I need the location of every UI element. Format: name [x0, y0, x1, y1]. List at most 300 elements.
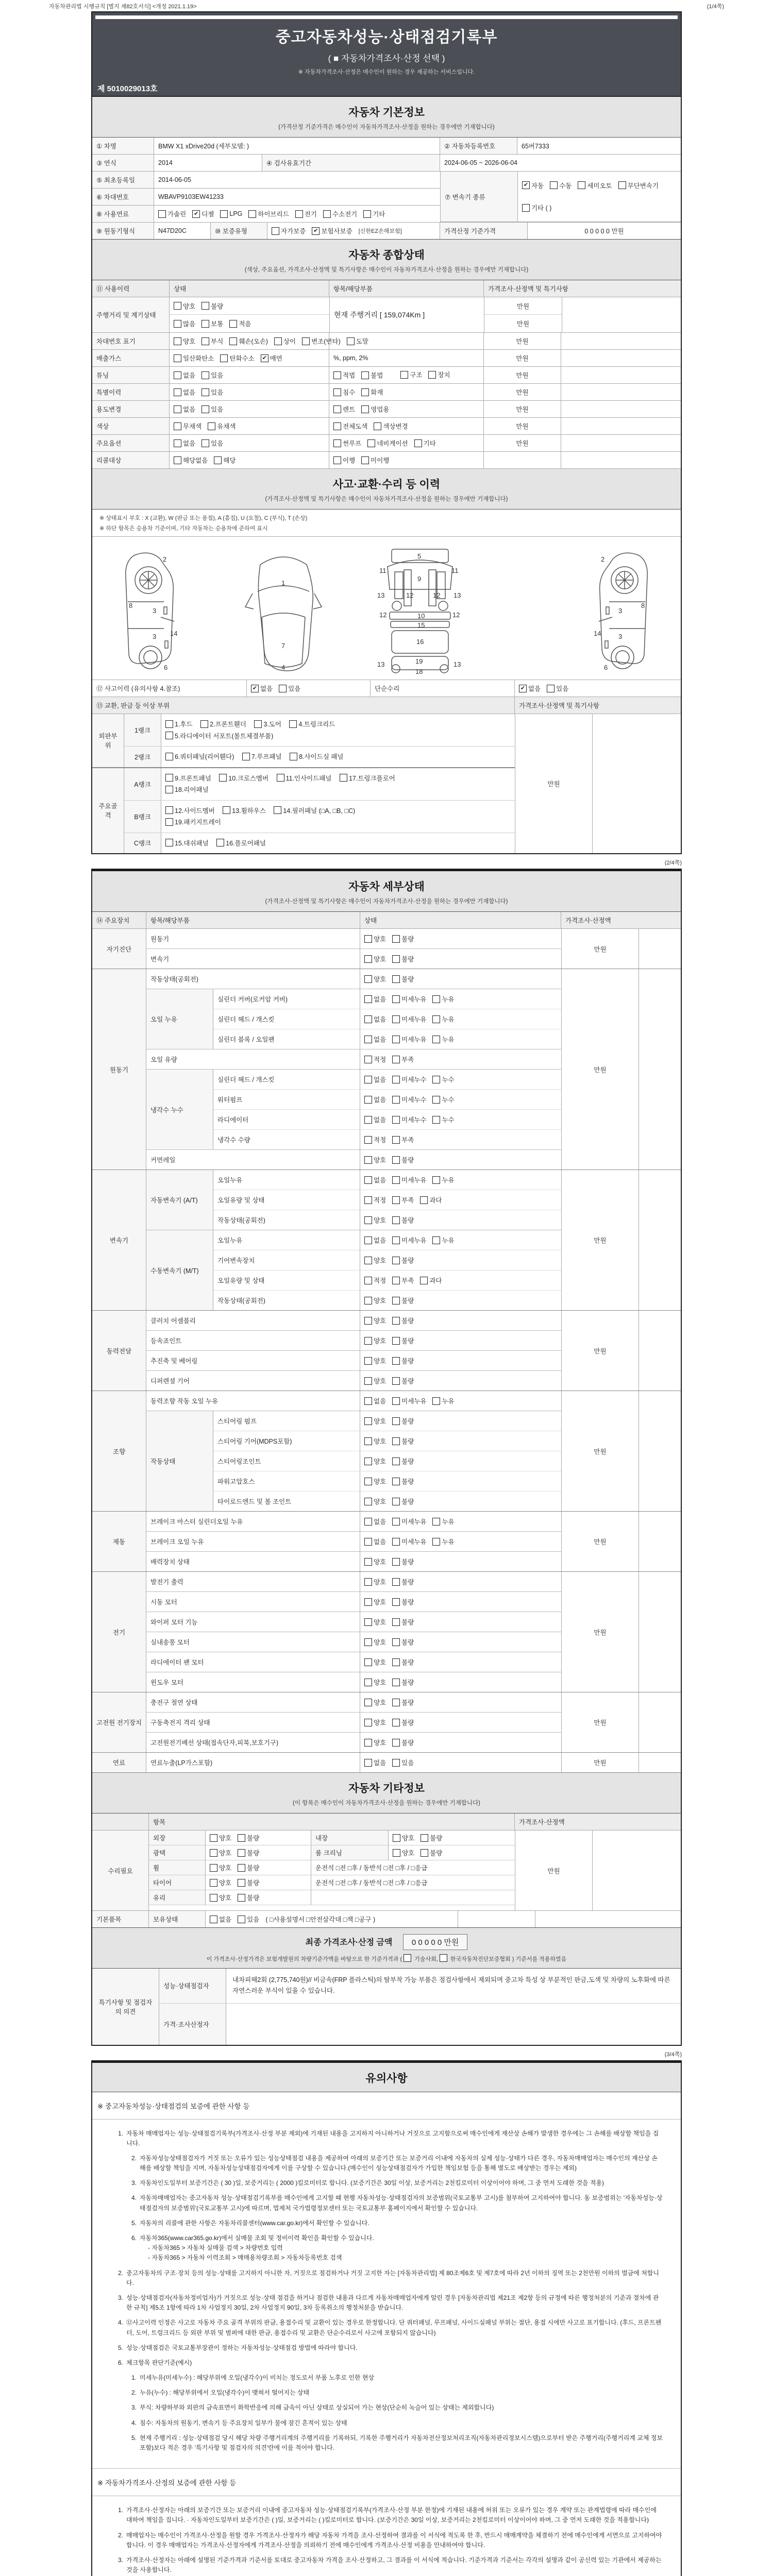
checkbox[interactable]: [219, 774, 227, 782]
checkbox[interactable]: [432, 1176, 440, 1184]
column-header: 가격조사·산정액 및 특기사항: [484, 280, 681, 297]
option: 미세누수: [392, 1075, 426, 1084]
checkbox[interactable]: ✔: [192, 210, 200, 218]
checkbox[interactable]: [393, 1849, 400, 1857]
checkbox[interactable]: ✔: [522, 181, 530, 189]
option: 양호: [364, 1597, 386, 1606]
part-option: 7.루프패널: [242, 752, 282, 761]
item-label: 오일누유: [213, 1230, 360, 1250]
item-label: 오일유량 및 상태: [213, 1190, 360, 1210]
checkbox[interactable]: [210, 1879, 217, 1887]
checkbox[interactable]: [392, 1136, 400, 1144]
option: 누유: [432, 1235, 454, 1245]
checkbox[interactable]: [432, 1538, 440, 1546]
svg-text:5: 5: [417, 552, 422, 560]
mileage-status-options: [170, 297, 329, 315]
notice-item: 5. 자동차의 리콜에 관한 사항은 자동차리콜센터(www.car.go.kr)에서 확인할 수 있습니다.: [131, 2219, 369, 2227]
checkbox[interactable]: [238, 1849, 245, 1857]
field-label: ⑨ 원동기형식: [92, 223, 154, 239]
checkbox[interactable]: [364, 1036, 372, 1043]
checkbox[interactable]: [201, 337, 209, 345]
checkbox[interactable]: [174, 320, 181, 328]
checkbox[interactable]: [364, 1679, 372, 1686]
other-info-table: [92, 1814, 681, 1928]
checkbox[interactable]: [174, 302, 181, 310]
checkbox[interactable]: [254, 720, 262, 728]
option: 불량: [392, 1497, 414, 1506]
checkbox[interactable]: [364, 1076, 372, 1083]
checkbox[interactable]: [392, 1176, 400, 1184]
checkbox[interactable]: [392, 1739, 400, 1747]
checkbox[interactable]: [414, 439, 422, 447]
checkbox[interactable]: [392, 1257, 400, 1264]
checkbox[interactable]: [432, 1518, 440, 1526]
svg-text:18: 18: [415, 668, 423, 674]
checkbox[interactable]: [420, 1277, 428, 1284]
checkbox[interactable]: [364, 1337, 372, 1345]
checkbox[interactable]: [364, 1699, 372, 1706]
option: 기타 ( ): [522, 203, 551, 212]
checkbox[interactable]: [333, 422, 341, 430]
notice-item: 3. 자동차인도일부터 보증기간은 ( 30 )일, 보증거리는 ( 2000 )킬로미터로 합니다. (보증기간은 30일 이상, 보증거리는 2천킬로미터 이상이어야 하며, 그 중 먼저 도래한 것을 적용): [131, 2179, 604, 2187]
option: 불량: [238, 1893, 259, 1902]
notice-item: 2. 누유(누수) : 해당부위에서 오일(냉각수)이 맺혀서 떨어지는 상태: [131, 2389, 310, 2397]
checkbox[interactable]: [392, 1437, 400, 1445]
checkbox[interactable]: [364, 1116, 372, 1124]
law-reference: 자동차관리법 시행규칙 [별지 제82호서식] <개정 2021.1.19>: [49, 4, 197, 10]
checkbox[interactable]: [364, 1136, 372, 1144]
inspector-opinion-text: 내차피해2회 (2,775,740원)// 비금속(FRP 플라스틱)의 탈부착 가능 부품은 점검사항에서 제외되며 중고차 특성 상 부분적인 판금,도색 및 차량의 노후화에 따른 자연스러운 부식이 있을 수 있습니다.: [232, 1976, 670, 1995]
item-label: 스티어링 펌프: [213, 1411, 360, 1431]
checkbox[interactable]: [210, 1894, 217, 1902]
item-label: 오일 유량: [146, 1049, 360, 1069]
checkbox[interactable]: [392, 1699, 400, 1706]
price-cell: 만원: [484, 384, 561, 400]
svg-text:3: 3: [153, 633, 157, 640]
option: 불량: [392, 1155, 414, 1164]
checkbox[interactable]: [364, 1578, 372, 1586]
checkbox[interactable]: [428, 371, 436, 379]
checkbox[interactable]: [165, 786, 173, 793]
field-label: ① 차명: [92, 138, 154, 154]
checkbox[interactable]: [440, 1954, 447, 1962]
checkbox[interactable]: [392, 1658, 400, 1666]
item-label: 작동상태(공회전): [213, 1210, 360, 1230]
box-detail-other: [91, 869, 682, 2046]
checkbox[interactable]: [392, 1719, 400, 1726]
remark-cell: [561, 452, 681, 468]
option: 미세누유: [392, 1014, 426, 1024]
device-group-label: 동력전달: [92, 1311, 146, 1391]
checkbox[interactable]: [174, 354, 181, 362]
checkbox[interactable]: [242, 753, 250, 760]
checkbox[interactable]: [432, 1116, 440, 1124]
notice-item: 3. 가격조사·산정자는 아래에 설명된 기준가격과 기준서를 토대로 중고자동차 가격을 조사·산정하고, 그 결과를 이 서식에 적습니다. 기준가격과 기준서는 각각의 설명과 같이 공신력 있는 기관에서 제공하는 것을 사용합니다.: [117, 2556, 662, 2574]
checkbox[interactable]: [174, 371, 181, 379]
option: 없음: [364, 1758, 386, 1767]
checkbox[interactable]: [165, 806, 173, 814]
checkbox[interactable]: [323, 210, 331, 218]
checkbox[interactable]: [364, 1317, 372, 1325]
checkbox[interactable]: [364, 935, 372, 943]
checkbox[interactable]: [210, 1834, 217, 1842]
checkbox[interactable]: [432, 995, 440, 1003]
checkbox[interactable]: [201, 388, 209, 396]
checkbox[interactable]: [364, 1458, 372, 1465]
checkbox[interactable]: [392, 1518, 400, 1526]
checkbox[interactable]: [364, 1096, 372, 1104]
checkbox[interactable]: [295, 210, 303, 218]
checkbox[interactable]: [392, 1357, 400, 1365]
item-label: 오일누유: [213, 1170, 360, 1190]
checkbox[interactable]: [392, 995, 400, 1003]
rank-label: 1랭크: [124, 714, 161, 746]
checkbox[interactable]: [392, 1458, 400, 1465]
checkbox[interactable]: [274, 337, 282, 345]
checkbox[interactable]: [364, 1618, 372, 1626]
checkbox[interactable]: [340, 774, 347, 782]
checkbox[interactable]: [364, 1196, 372, 1204]
checkbox[interactable]: [364, 1297, 372, 1304]
checkbox[interactable]: [364, 1417, 372, 1425]
checkbox[interactable]: [364, 1277, 372, 1284]
checkbox[interactable]: [392, 935, 400, 943]
item-label: 원동기: [146, 929, 360, 948]
column-header: ⑭ 주요장치: [92, 912, 146, 928]
checkbox[interactable]: [174, 422, 181, 430]
checkbox[interactable]: [547, 685, 554, 692]
option: 불량: [421, 1833, 442, 1842]
checkbox[interactable]: [432, 1076, 440, 1083]
checkbox[interactable]: [361, 456, 369, 464]
checkbox[interactable]: [220, 354, 228, 362]
checkbox[interactable]: [364, 1377, 372, 1385]
checkbox[interactable]: [364, 1437, 372, 1445]
checkbox[interactable]: [361, 371, 369, 379]
checkbox[interactable]: [432, 1096, 440, 1104]
checkbox[interactable]: ✔: [261, 354, 268, 362]
checkbox[interactable]: [364, 1236, 372, 1244]
checkbox[interactable]: [333, 405, 341, 413]
section-notice-title: 유의사항: [365, 2072, 408, 2084]
checkbox[interactable]: [364, 1478, 372, 1485]
checkbox[interactable]: [238, 1879, 245, 1887]
checkbox[interactable]: [279, 685, 287, 692]
option: 적음: [229, 319, 251, 328]
option: 양호: [210, 1863, 231, 1872]
option: 양호: [364, 974, 386, 984]
option: 불량: [392, 1477, 414, 1486]
checkbox[interactable]: [174, 388, 181, 396]
checkbox[interactable]: [277, 774, 284, 782]
checkbox[interactable]: [361, 405, 369, 413]
checkbox[interactable]: [432, 1036, 440, 1043]
row-label: 튜닝: [92, 367, 170, 383]
checkbox[interactable]: [392, 1096, 400, 1104]
item-label: 배력장치 상태: [146, 1552, 360, 1571]
checkbox[interactable]: [200, 720, 208, 728]
option: ✔ 없음: [251, 684, 273, 693]
sub-group-label: 자동변속기 (A/T): [146, 1170, 213, 1230]
notice-item: 2. 중고자동차의 구조·장치 등의 성능·상태를 고지하지 아니한 자, 거짓으로 점검하거나 거짓 고지한 자는 [자동차관리법] 제 80조제6호 및 제7호에 따라 2년 이하의 징역 또는 2천만원 이하의 벌금에 처합니다.: [117, 2269, 659, 2286]
checkbox[interactable]: [392, 1317, 400, 1325]
checkbox[interactable]: [392, 1056, 400, 1063]
checkbox[interactable]: [364, 1156, 372, 1164]
status-options: [360, 1552, 561, 1571]
status-options: [360, 1431, 561, 1451]
checkbox[interactable]: [392, 1638, 400, 1646]
option: 미이행: [361, 455, 389, 465]
section-basic-header: [92, 97, 681, 138]
checkbox[interactable]: [364, 1538, 372, 1546]
item-label: 디퍼렌셜 기어: [146, 1371, 360, 1391]
checkbox[interactable]: [364, 1176, 372, 1184]
checkbox[interactable]: [364, 1598, 372, 1606]
option: 탄화수소: [220, 353, 254, 363]
item-label: 실린더 헤드 / 개스킷: [213, 1070, 360, 1089]
checkbox[interactable]: [238, 1894, 245, 1902]
checkbox[interactable]: [392, 1578, 400, 1586]
checkbox[interactable]: [201, 405, 209, 413]
checkbox[interactable]: [165, 720, 173, 728]
option: 하이브리드: [248, 209, 289, 218]
sub-group-label: 냉각수 누수: [146, 1070, 213, 1149]
checkbox[interactable]: ✔: [251, 685, 259, 692]
status-options: [360, 1230, 561, 1250]
checkbox[interactable]: [364, 1638, 372, 1646]
checkbox[interactable]: [420, 1196, 428, 1204]
checkbox[interactable]: [432, 1015, 440, 1023]
checkbox[interactable]: [201, 439, 209, 447]
checkbox[interactable]: [392, 1196, 400, 1204]
checkbox[interactable]: [364, 1719, 372, 1726]
svg-text:11: 11: [379, 567, 386, 574]
checkbox[interactable]: [432, 1397, 440, 1405]
checkbox[interactable]: [364, 1759, 372, 1767]
checkbox[interactable]: [174, 439, 181, 447]
price-cell: 만원: [562, 1512, 639, 1571]
checkbox[interactable]: [165, 774, 173, 782]
option: 없음: [174, 438, 195, 448]
checkbox[interactable]: [364, 975, 372, 983]
checkbox[interactable]: [333, 456, 341, 464]
svg-text:8: 8: [641, 602, 645, 609]
checkbox[interactable]: [220, 210, 228, 218]
repair-item-options: [206, 1860, 311, 1875]
checkbox[interactable]: [238, 1834, 245, 1842]
svg-text:16: 16: [416, 638, 424, 646]
price-cell: 만원: [484, 401, 561, 417]
checkbox[interactable]: [364, 1056, 372, 1063]
option: 미세누유: [392, 1175, 426, 1184]
checkbox[interactable]: [201, 320, 209, 328]
checkbox[interactable]: [393, 1834, 400, 1842]
checkbox[interactable]: [392, 1036, 400, 1043]
column-header: 상태: [170, 280, 329, 297]
row-label: 리콜대상: [92, 452, 170, 468]
checkbox[interactable]: [421, 1849, 428, 1857]
checkbox[interactable]: [364, 955, 372, 963]
checkbox[interactable]: [238, 1916, 245, 1923]
checkbox[interactable]: [392, 1558, 400, 1566]
device-group-label: 제동: [92, 1512, 146, 1571]
checkbox[interactable]: [392, 1618, 400, 1626]
checkbox[interactable]: [392, 1759, 400, 1767]
checkbox[interactable]: [392, 1156, 400, 1164]
checkbox[interactable]: [201, 371, 209, 379]
option: 미세누수: [392, 1115, 426, 1124]
checkbox[interactable]: ✔: [519, 685, 527, 692]
checkbox[interactable]: [208, 422, 215, 430]
option: 적정: [364, 1135, 386, 1144]
checkbox[interactable]: [229, 320, 237, 328]
part-option: 11.인사이드패널: [277, 773, 332, 783]
checkbox[interactable]: [364, 1558, 372, 1566]
checkbox[interactable]: [364, 1518, 372, 1526]
price-cell: [484, 452, 561, 468]
checkbox[interactable]: [404, 1954, 411, 1962]
status-options: [360, 989, 561, 1009]
checkbox[interactable]: [392, 1236, 400, 1244]
checkbox[interactable]: [364, 1357, 372, 1365]
item-label: 실린더 블록 / 오일팬: [213, 1029, 360, 1049]
checkbox[interactable]: [364, 1015, 372, 1023]
checkbox[interactable]: [302, 337, 310, 345]
checkbox[interactable]: [165, 839, 173, 846]
checkbox[interactable]: [392, 975, 400, 983]
checkbox[interactable]: [578, 181, 585, 189]
checkbox[interactable]: [392, 1377, 400, 1385]
svg-text:1: 1: [281, 579, 285, 587]
checkbox[interactable]: [392, 1598, 400, 1606]
option: 부족: [392, 1135, 414, 1144]
checkbox[interactable]: [272, 227, 279, 235]
item-label: 충전구 절연 상태: [146, 1692, 360, 1712]
checkbox[interactable]: [333, 388, 341, 396]
option: 양호: [364, 1296, 386, 1305]
checkbox[interactable]: [210, 1849, 217, 1857]
checkbox[interactable]: [392, 1277, 400, 1284]
checkbox[interactable]: [392, 1478, 400, 1485]
checkbox[interactable]: [392, 1397, 400, 1405]
checkbox[interactable]: [214, 456, 222, 464]
option: 전기: [295, 209, 317, 218]
checkbox[interactable]: [174, 456, 181, 464]
checkbox[interactable]: [618, 181, 626, 189]
checkbox[interactable]: [165, 818, 173, 826]
status-options: [360, 1532, 561, 1551]
checkbox[interactable]: [392, 1679, 400, 1686]
checkbox[interactable]: [333, 439, 341, 447]
checkbox[interactable]: [290, 753, 297, 760]
checkbox[interactable]: [392, 1417, 400, 1425]
item-label: 작동상태(공회전): [146, 969, 360, 989]
remark-cell: [639, 1170, 681, 1310]
checkbox[interactable]: ✔: [312, 227, 320, 235]
checkbox[interactable]: [274, 806, 281, 814]
checkbox[interactable]: [550, 181, 558, 189]
checkbox[interactable]: [392, 1116, 400, 1124]
checkbox[interactable]: [229, 337, 237, 345]
checkbox[interactable]: [367, 439, 375, 447]
checkbox[interactable]: [364, 1216, 372, 1224]
checkbox[interactable]: [248, 210, 256, 218]
checkbox[interactable]: [432, 1236, 440, 1244]
option: 있음: [201, 438, 223, 448]
status-options: [360, 949, 561, 969]
svg-text:2: 2: [163, 555, 167, 563]
checkbox[interactable]: [223, 806, 230, 814]
checkbox[interactable]: [158, 210, 166, 218]
checkbox[interactable]: [374, 422, 381, 430]
checkbox[interactable]: [364, 1397, 372, 1405]
part-option: 18.리어패널: [165, 785, 209, 794]
checkbox[interactable]: [392, 1216, 400, 1224]
checkbox[interactable]: [363, 210, 371, 218]
sub-group-label: 오일 누유: [146, 989, 213, 1049]
checkbox[interactable]: [522, 204, 530, 212]
item-cell: [329, 384, 484, 400]
row-label: 특별이력: [92, 384, 170, 400]
option: 불량: [238, 1878, 259, 1887]
checkbox[interactable]: [364, 1257, 372, 1264]
field-label: ③ 연식: [92, 155, 154, 171]
checkbox[interactable]: [201, 302, 209, 310]
document-title: 중고자동차성능·상태점검기록부: [275, 29, 498, 46]
notice-item: 4. 침수: 자동차의 원동기, 변속기 등 주요장치 일부가 물에 잠긴 흔적이 있는 상태: [131, 2419, 347, 2427]
checkbox[interactable]: [364, 1498, 372, 1505]
checkbox[interactable]: [333, 371, 341, 379]
checkbox[interactable]: [216, 839, 224, 846]
checkbox[interactable]: [392, 1498, 400, 1505]
checkbox[interactable]: [421, 1834, 428, 1842]
option: 없음: [364, 1537, 386, 1546]
empty-cell: [458, 1911, 535, 1927]
rank-label: A랭크: [124, 768, 161, 800]
repair-item-options: [389, 1831, 515, 1845]
checkbox[interactable]: [392, 1538, 400, 1546]
checkbox[interactable]: [364, 1739, 372, 1747]
checkbox[interactable]: [392, 1297, 400, 1304]
checkbox[interactable]: [364, 995, 372, 1003]
checkbox[interactable]: [210, 1916, 217, 1923]
checkbox[interactable]: [392, 1015, 400, 1023]
checkbox[interactable]: [289, 720, 297, 728]
checkbox[interactable]: [364, 1658, 372, 1666]
checkbox[interactable]: [392, 1337, 400, 1345]
checkbox[interactable]: [392, 1076, 400, 1083]
detail-state-table: [92, 912, 681, 1773]
checkbox[interactable]: [165, 753, 173, 760]
option: 과다: [420, 1195, 442, 1205]
row-label: 주행거리 및 계기상태: [92, 297, 170, 332]
price-cell: 만원: [515, 714, 593, 853]
checkbox[interactable]: [210, 1864, 217, 1872]
status-options: [360, 1270, 561, 1290]
checkbox[interactable]: [165, 732, 173, 739]
field-label: ⑤ 최초등록일: [92, 172, 154, 188]
remark-cell: [561, 333, 681, 349]
checkbox[interactable]: [400, 371, 408, 379]
repair-item-label: 유리: [149, 1890, 206, 1905]
checkbox[interactable]: [392, 955, 400, 963]
checkbox[interactable]: [174, 405, 181, 413]
checkbox[interactable]: [174, 337, 181, 345]
rank-parts: [161, 714, 515, 746]
wheel-tire-positions: 운전석 □전 □후 / 동반석 □전 □후 / □응급: [315, 1865, 428, 1872]
checkbox[interactable]: [361, 388, 369, 396]
checkbox[interactable]: [238, 1864, 245, 1872]
